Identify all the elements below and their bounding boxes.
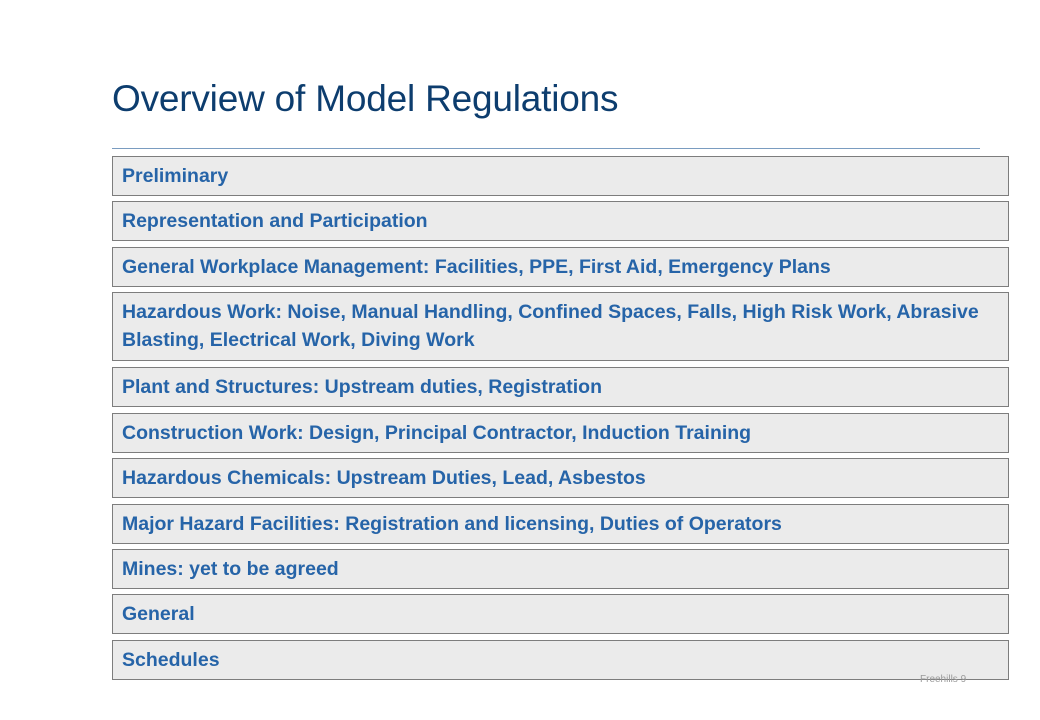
regulation-item-major-hazard-facilities: Major Hazard Facilities: Registration and licensing, Duties of Operators xyxy=(112,504,1009,544)
regulation-item-construction-work: Construction Work: Design, Principal Contractor, Induction Training xyxy=(112,413,1009,453)
title-divider xyxy=(112,148,980,149)
regulation-item-schedules: Schedules xyxy=(112,640,1009,680)
regulation-item-representation: Representation and Participation xyxy=(112,201,1009,241)
regulation-item-plant-structures: Plant and Structures: Upstream duties, Registration xyxy=(112,367,1009,407)
regulation-item-general: General xyxy=(112,594,1009,634)
slide-footer: Freehills 9 xyxy=(920,674,967,685)
regulation-item-general-workplace: General Workplace Management: Facilities, PPE, First Aid, Emergency Plans xyxy=(112,247,1009,287)
regulation-item-mines: Mines: yet to be agreed xyxy=(112,549,1009,589)
regulation-item-hazardous-work: Hazardous Work: Noise, Manual Handling, Confined Spaces, Falls, High Risk Work, Abrasive Blasting, Electrical Work, Diving Work xyxy=(112,292,1009,361)
regulation-item-preliminary: Preliminary xyxy=(112,156,1009,196)
regulation-item-hazardous-chemicals: Hazardous Chemicals: Upstream Duties, Lead, Asbestos xyxy=(112,458,1009,498)
slide-title: Overview of Model Regulations xyxy=(112,78,619,119)
